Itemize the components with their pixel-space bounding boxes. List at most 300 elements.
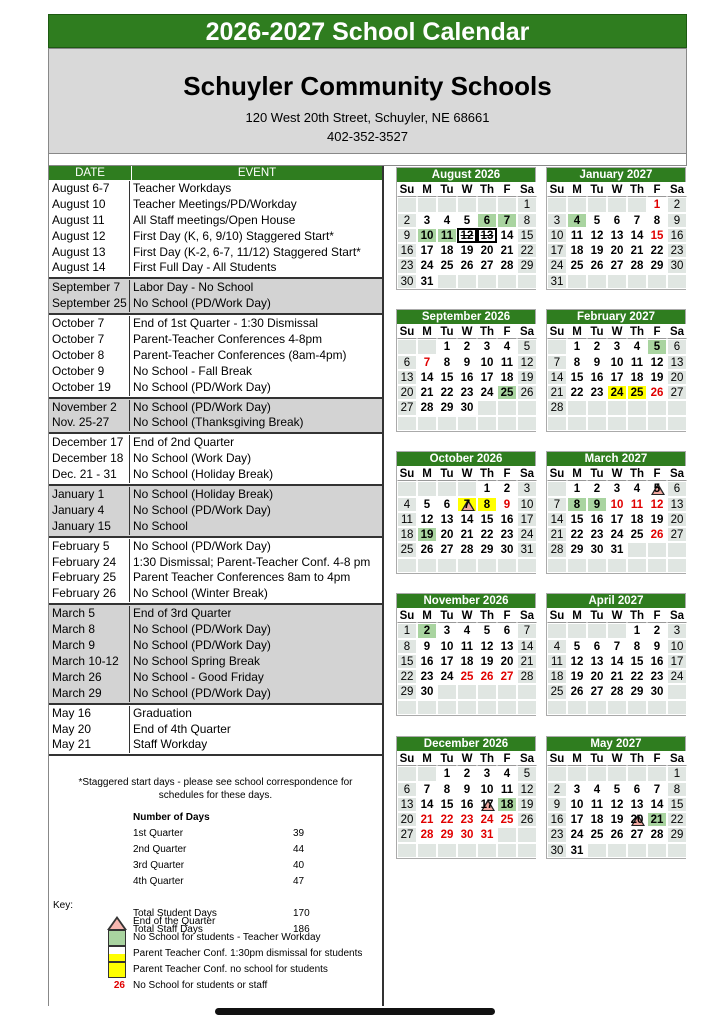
event-row (49, 435, 382, 451)
calendar-day: 28 (517, 669, 537, 684)
calendar-day: 17 (437, 654, 457, 669)
calendar-day: 22 (567, 527, 587, 542)
event-description: No School (PD/Work Day) (133, 622, 271, 637)
calendar-day: 25 (587, 827, 607, 842)
calendar-day: 11 (457, 639, 477, 654)
calendar-day: 25 (627, 385, 647, 400)
empty-day (627, 766, 647, 781)
days-header: Number of Days (133, 812, 210, 824)
weekday-header: Sa (517, 466, 537, 481)
event-date: August 12 (49, 229, 130, 245)
empty-day (667, 558, 687, 573)
empty-day (647, 542, 667, 557)
calendar-day: 27 (397, 400, 417, 415)
event-group (49, 399, 382, 435)
calendar-day: 24 (517, 527, 537, 542)
calendar-day: 20 (397, 812, 417, 827)
calendar-day: 2 (667, 197, 687, 212)
empty-day (567, 558, 587, 573)
calendar-day: 8 (667, 782, 687, 797)
home-indicator (215, 1008, 495, 1015)
calendar-day: 16 (587, 512, 607, 527)
empty-day (437, 197, 457, 212)
calendar-day: 21 (647, 812, 667, 827)
calendar-day: 8 (567, 497, 587, 512)
event-row (49, 654, 382, 670)
days-label: Total Student Days (133, 908, 217, 920)
event-group (49, 605, 382, 704)
empty-day (497, 700, 517, 715)
calendar-day: 15 (647, 228, 667, 243)
calendar-day: 30 (457, 827, 477, 842)
calendar-day: 10 (607, 355, 627, 370)
calendar-day: 10 (517, 497, 537, 512)
weekday-header: Tu (587, 182, 607, 197)
event-description: No School (PD/Work Day) (133, 296, 271, 311)
empty-day (667, 416, 687, 431)
weekday-header: Sa (667, 182, 687, 197)
calendar-day: 23 (497, 527, 517, 542)
calendar-day: 3 (477, 339, 497, 354)
calendar-day: 5 (587, 213, 607, 228)
calendar-day: 15 (437, 797, 457, 812)
calendar-day: 29 (397, 684, 417, 699)
month-title: January 2027 (547, 168, 685, 182)
calendar-day: 1 (627, 623, 647, 638)
calendar-day: 18 (627, 370, 647, 385)
weekday-header: W (607, 324, 627, 339)
weekday-header: Sa (667, 608, 687, 623)
empty-day (437, 416, 457, 431)
calendar-day: 24 (417, 258, 437, 273)
calendar-day: 4 (567, 213, 587, 228)
calendar-day: 10 (567, 797, 587, 812)
empty-day (457, 558, 477, 573)
calendar-day: 19 (567, 669, 587, 684)
month-grid (397, 182, 535, 289)
empty-day (607, 558, 627, 573)
calendar-day: 3 (517, 481, 537, 496)
calendar-day: 13 (397, 370, 417, 385)
days-value: 39 (293, 828, 305, 840)
calendar-day: 18 (497, 797, 517, 812)
calendar-day: 18 (437, 243, 457, 258)
legend-text: Parent Teacher Conf. no school for students (133, 964, 328, 975)
empty-day (497, 827, 517, 842)
calendar-day: 14 (417, 370, 437, 385)
calendar-day: 20 (607, 243, 627, 258)
event-row (49, 451, 382, 467)
month-grid (397, 466, 535, 573)
calendar-day: 18 (587, 812, 607, 827)
empty-day (397, 700, 417, 715)
event-date: March 10-12 (49, 654, 130, 670)
calendar-day: 26 (517, 385, 537, 400)
calendar-day: 28 (547, 542, 567, 557)
calendar-day: 4 (627, 481, 647, 496)
calendar-day: 29 (437, 400, 457, 415)
event-date: August 10 (49, 197, 130, 213)
calendar-day: 3 (667, 623, 687, 638)
events-column (48, 166, 384, 1006)
empty-day (587, 400, 607, 415)
empty-day (517, 274, 537, 289)
calendar-day: 27 (497, 669, 517, 684)
event-row (49, 380, 382, 396)
calendar-day: 7 (607, 639, 627, 654)
calendar-day: 10 (607, 497, 627, 512)
school-address: 120 West 20th Street, Schuyler, NE 68661 (245, 110, 490, 125)
weekday-header: Tu (437, 324, 457, 339)
empty-day (517, 416, 537, 431)
empty-day (397, 481, 417, 496)
calendar-day: 21 (627, 243, 647, 258)
event-row (49, 364, 382, 380)
empty-day (477, 700, 497, 715)
calendar-day: 7 (547, 355, 567, 370)
weekday-header: Th (627, 182, 647, 197)
event-description: End of 1st Quarter - 1:30 Dismissal (133, 316, 319, 331)
weekday-header: Su (397, 608, 417, 623)
legend-text: No School for students or staff (133, 980, 268, 991)
calendar-day: 19 (457, 243, 477, 258)
empty-day (667, 843, 687, 858)
calendar-day: 5 (647, 481, 667, 496)
calendar-day: 10 (477, 355, 497, 370)
calendar-day: 8 (517, 213, 537, 228)
weekday-header: Sa (667, 324, 687, 339)
calendar-day: 13 (627, 797, 647, 812)
calendar-day: 1 (437, 339, 457, 354)
month-title: April 2027 (547, 594, 685, 608)
calendar-day: 9 (547, 797, 567, 812)
calendar-day: 10 (417, 228, 437, 243)
calendar-day: 4 (397, 497, 417, 512)
empty-day (547, 700, 567, 715)
calendar-day: 4 (547, 639, 567, 654)
empty-day (587, 274, 607, 289)
calendar-day: 11 (587, 797, 607, 812)
empty-day (547, 339, 567, 354)
calendar-day: 29 (567, 542, 587, 557)
calendar-day: 19 (417, 527, 437, 542)
calendar-day: 19 (607, 812, 627, 827)
empty-day (667, 684, 687, 699)
event-row (49, 181, 382, 197)
event-group (49, 486, 382, 538)
calendar-day: 2 (547, 782, 567, 797)
empty-day (587, 558, 607, 573)
calendar-day: 6 (397, 355, 417, 370)
calendar-day: 2 (647, 623, 667, 638)
calendar-day: 18 (567, 243, 587, 258)
weekday-header: Su (547, 608, 567, 623)
calendar-day: 4 (457, 623, 477, 638)
calendar-day: 20 (477, 243, 497, 258)
weekday-header: M (417, 182, 437, 197)
weekday-header: Tu (587, 751, 607, 766)
calendar-day: 7 (497, 213, 517, 228)
calendar-day: 12 (567, 654, 587, 669)
empty-day (607, 843, 627, 858)
calendar-day: 18 (457, 654, 477, 669)
event-date: August 11 (49, 213, 130, 229)
calendar-day: 26 (587, 258, 607, 273)
calendar-day: 26 (477, 669, 497, 684)
event-row (49, 606, 382, 622)
calendar-day: 1 (477, 481, 497, 496)
calendar-day: 7 (627, 213, 647, 228)
empty-day (517, 684, 537, 699)
calendar-day: 14 (517, 639, 537, 654)
calendar-day: 13 (667, 355, 687, 370)
weekday-header: Su (397, 324, 417, 339)
empty-day (627, 542, 647, 557)
calendar-day: 30 (397, 274, 417, 289)
month-title: October 2026 (397, 452, 535, 466)
empty-day (437, 481, 457, 496)
event-description: No School Spring Break (133, 653, 260, 668)
calendar-day: 7 (457, 497, 477, 512)
month-calendar (546, 593, 686, 716)
calendar-day: 6 (667, 339, 687, 354)
empty-day (417, 481, 437, 496)
event-date: August 13 (49, 245, 130, 261)
calendar-day: 31 (517, 542, 537, 557)
calendar-day: 6 (627, 782, 647, 797)
weekday-header: Su (397, 751, 417, 766)
empty-day (627, 400, 647, 415)
event-row (49, 686, 382, 702)
event-date: September 25 (49, 296, 130, 312)
calendar-day: 11 (627, 355, 647, 370)
weekday-header: Sa (517, 324, 537, 339)
empty-day (627, 197, 647, 212)
calendar-day: 11 (497, 355, 517, 370)
weekday-header: Th (627, 324, 647, 339)
empty-day (567, 197, 587, 212)
calendar-day: 14 (457, 512, 477, 527)
calendar-day: 20 (627, 812, 647, 827)
event-date: October 7 (49, 316, 130, 332)
calendar-day: 4 (627, 339, 647, 354)
calendar-day: 26 (647, 527, 667, 542)
calendar-day: 4 (587, 782, 607, 797)
calendar-day: 6 (607, 213, 627, 228)
weekday-header: Th (627, 466, 647, 481)
event-row (49, 197, 382, 213)
event-description: No School (PD/Work Day) (133, 399, 271, 414)
event-date: March 9 (49, 638, 130, 654)
calendar-day: 11 (437, 228, 457, 243)
calendar-day: 29 (437, 827, 457, 842)
notes-section (49, 756, 382, 938)
event-row (49, 348, 382, 364)
month-grid (547, 466, 685, 573)
calendar-day: 12 (457, 228, 477, 243)
weekday-header: Su (547, 751, 567, 766)
staggered-note: *Staggered start days - please see school correspondence for schedules for these days. (78, 777, 353, 802)
empty-day (587, 700, 607, 715)
weekday-header: Tu (437, 751, 457, 766)
calendar-day: 11 (397, 512, 417, 527)
weekday-header: W (457, 182, 477, 197)
calendar-day: 4 (437, 213, 457, 228)
calendar-day: 6 (497, 623, 517, 638)
weekday-header: Sa (517, 182, 537, 197)
event-description: Parent-Teacher Conferences 4-8pm (133, 332, 323, 347)
calendar-day: 13 (667, 497, 687, 512)
empty-day (437, 684, 457, 699)
key-label: Key: (53, 900, 74, 911)
calendar-day: 24 (547, 258, 567, 273)
empty-day (607, 197, 627, 212)
calendar-day: 31 (477, 827, 497, 842)
calendar-day: 18 (497, 370, 517, 385)
event-description: No School - Fall Break (133, 363, 252, 378)
empty-day (607, 623, 627, 638)
calendar-day: 31 (607, 542, 627, 557)
calendar-day: 15 (567, 512, 587, 527)
calendar-day: 28 (457, 542, 477, 557)
event-row (49, 260, 382, 276)
green-swatch (108, 930, 126, 946)
calendar-day: 23 (547, 827, 567, 842)
empty-day (397, 766, 417, 781)
calendar-day: 15 (397, 654, 417, 669)
event-row (49, 316, 382, 332)
empty-day (627, 700, 647, 715)
calendar-day: 22 (397, 669, 417, 684)
empty-day (517, 843, 537, 858)
empty-day (397, 339, 417, 354)
event-row (49, 570, 382, 586)
calendar-day: 10 (437, 639, 457, 654)
calendar-day: 11 (567, 228, 587, 243)
event-group (49, 279, 382, 315)
empty-day (587, 197, 607, 212)
calendar-day: 22 (517, 243, 537, 258)
empty-day (437, 274, 457, 289)
event-description: No School (Holiday Break) (133, 467, 274, 482)
calendar-day: 30 (547, 843, 567, 858)
event-description: First Full Day - All Students (133, 260, 277, 275)
calendar-day: 13 (607, 228, 627, 243)
event-date: February 5 (49, 539, 130, 555)
empty-day (497, 400, 517, 415)
month-title: February 2027 (547, 310, 685, 324)
event-description: No School (133, 518, 188, 533)
calendar-day: 11 (497, 782, 517, 797)
calendar-day: 5 (607, 782, 627, 797)
event-group (49, 315, 382, 398)
empty-day (457, 197, 477, 212)
red-day-sample: 26 (113, 980, 125, 991)
event-row (49, 487, 382, 503)
calendar-day: 23 (647, 669, 667, 684)
days-label: 3rd Quarter (133, 860, 185, 872)
empty-day (517, 558, 537, 573)
calendar-day: 2 (497, 481, 517, 496)
empty-day (587, 623, 607, 638)
event-description: Graduation (133, 705, 192, 720)
event-description: No School (PD/Work Day) (133, 379, 271, 394)
legend-text: End of the Quarter (133, 916, 216, 927)
event-description: End of 2nd Quarter (133, 435, 235, 450)
empty-day (627, 843, 647, 858)
events-table-header (49, 166, 382, 180)
month-calendar (396, 309, 536, 432)
legend-item-teacher-workday (49, 930, 383, 946)
calendar-day: 17 (477, 370, 497, 385)
event-description: Parent-Teacher Conferences (8am-4pm) (133, 347, 347, 362)
empty-day (477, 843, 497, 858)
calendar-day: 23 (397, 258, 417, 273)
calendar-day: 7 (417, 355, 437, 370)
empty-day (607, 400, 627, 415)
calendar-day: 1 (567, 339, 587, 354)
weekday-header: Th (477, 466, 497, 481)
calendar-day: 31 (547, 274, 567, 289)
event-description: First Day (K, 6, 9/10) Staggered Start* (133, 228, 334, 243)
empty-day (547, 766, 567, 781)
calendar-day: 10 (547, 228, 567, 243)
event-description: No School (Holiday Break) (133, 487, 274, 502)
calendar-day: 21 (457, 527, 477, 542)
calendar-day: 16 (497, 512, 517, 527)
calendar-day: 17 (547, 243, 567, 258)
days-row (133, 874, 382, 890)
weekday-header: F (647, 608, 667, 623)
calendar-day: 21 (517, 654, 537, 669)
school-header (48, 48, 687, 154)
weekday-header: F (497, 182, 517, 197)
weekday-header: Th (627, 608, 647, 623)
calendar-day: 16 (647, 654, 667, 669)
calendar-day: 27 (667, 385, 687, 400)
empty-day (457, 843, 477, 858)
empty-day (457, 684, 477, 699)
calendar-day: 9 (457, 355, 477, 370)
event-row (49, 280, 382, 296)
event-date: Dec. 21 - 31 (49, 467, 130, 483)
calendar-day: 8 (397, 639, 417, 654)
weekday-header: Su (397, 466, 417, 481)
event-row (49, 539, 382, 555)
empty-day (497, 197, 517, 212)
event-date: August 6-7 (49, 181, 130, 197)
days-value: 186 (293, 924, 310, 936)
weekday-header: M (567, 751, 587, 766)
calendar-day: 22 (437, 385, 457, 400)
calendar-day: 9 (667, 213, 687, 228)
calendar-day: 3 (607, 481, 627, 496)
event-group (49, 705, 382, 757)
days-label: Total Staff Days (133, 924, 203, 936)
calendar-day: 15 (517, 228, 537, 243)
month-calendar (546, 451, 686, 574)
calendar-day: 5 (517, 766, 537, 781)
empty-day (417, 558, 437, 573)
calendar-day: 3 (437, 623, 457, 638)
event-row (49, 503, 382, 519)
calendar-day: 12 (607, 797, 627, 812)
calendar-day: 9 (647, 639, 667, 654)
empty-day (667, 274, 687, 289)
empty-day (607, 766, 627, 781)
empty-day (627, 274, 647, 289)
calendar-day: 7 (417, 782, 437, 797)
